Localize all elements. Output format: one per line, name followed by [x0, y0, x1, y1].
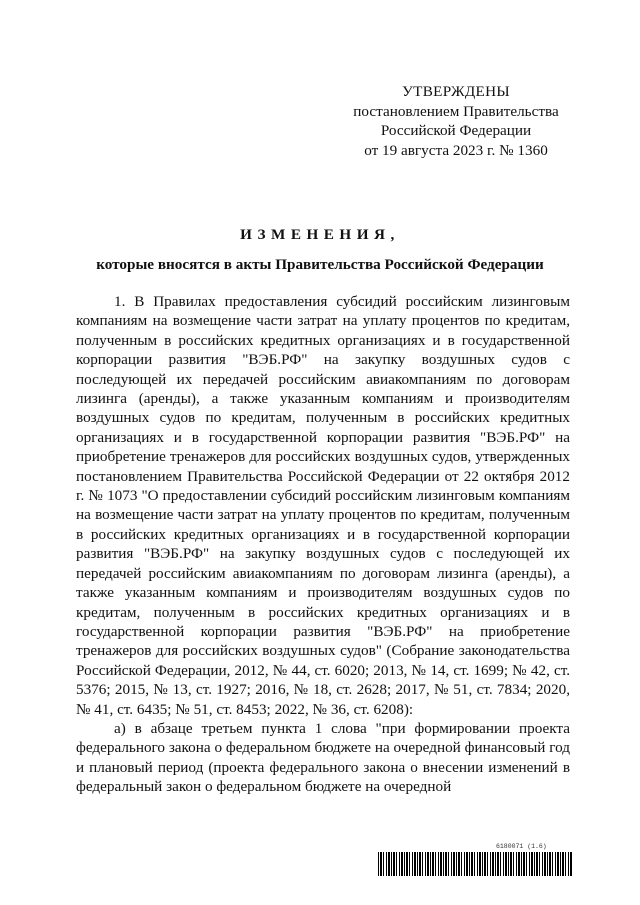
body-paragraph-1: 1. В Правилах предоставления субсидий российским лизинговым компаниям на возмещение части затрат на уплату процентов по кредитам, полученным в российских кредитных организациях и в государственной корпорации развития "ВЭБ.РФ" на закупку воздушных судов с последующей их передачей российским авиакомпаниям по договорам лизинга (аренды), а также указанным компаниям и производителям воздушных судов по кредитам, полученным в российских кредитных организациях и в государственной корпорации развития "ВЭБ.РФ" на приобретение тренажеров для российских воздушных судов, утвержденных постановлением Правительства Российской Федерации от 22 октября 2012 г. № 1073 "О предоставлении субсидий российским лизинговым компаниям на возмещение части затрат на уплату процентов по кредитам, полученным в российских кредитных организациях и в государственной корпорации развития "ВЭБ.РФ" на закупку воздушных судов с последующей их передачей российским авиакомпаниям по договорам лизинга (аренды), а также указанным компаниям и производителям воздушных судов по кредитам, полученным в российских кредитных организациях и в государственной корпорации развития "ВЭБ.РФ" на приобретение тренажеров для российских воздушных судов" (Собрание законодательства Российской Федерации, 2012, № 44, ст. 6020; 2013, № 14, ст. 1699; № 42, ст. 5376; 2015, № 13, ст. 1927; 2016, № 18, ст. 2628; 2017, № 51, ст. 7834; 2020, № 41, ст. 6435; № 51, ст. 8453; 2022, № 36, ст. 6208):: [76, 293, 570, 718]
document-subtitle: которые вносятся в акты Правительства Российской Федерации: [96, 256, 544, 273]
document-title: ИЗМЕНЕНИЯ,: [240, 226, 400, 243]
footer-code: 6180071 (1.6): [496, 843, 547, 850]
approval-title: УТВЕРЖДЕНЫ: [402, 83, 510, 100]
approval-line-1: постановлением Правительства: [353, 102, 559, 120]
barcode-icon: [378, 852, 572, 876]
body-paragraph-2: а) в абзаце третьем пункта 1 слова "при формировании проекта федерального закона о федеральном бюджете на очередной финансовый год и плановый период (проекта федерального закона о внесении изменений в федеральный закон о федеральном бюджете на очередной: [76, 719, 570, 796]
approval-line-3: от 19 августа 2023 г. № 1360: [364, 141, 548, 159]
approval-line-2: Российской Федерации: [380, 122, 532, 139]
document-body: [76, 292, 570, 797]
approval-block: [330, 82, 582, 160]
